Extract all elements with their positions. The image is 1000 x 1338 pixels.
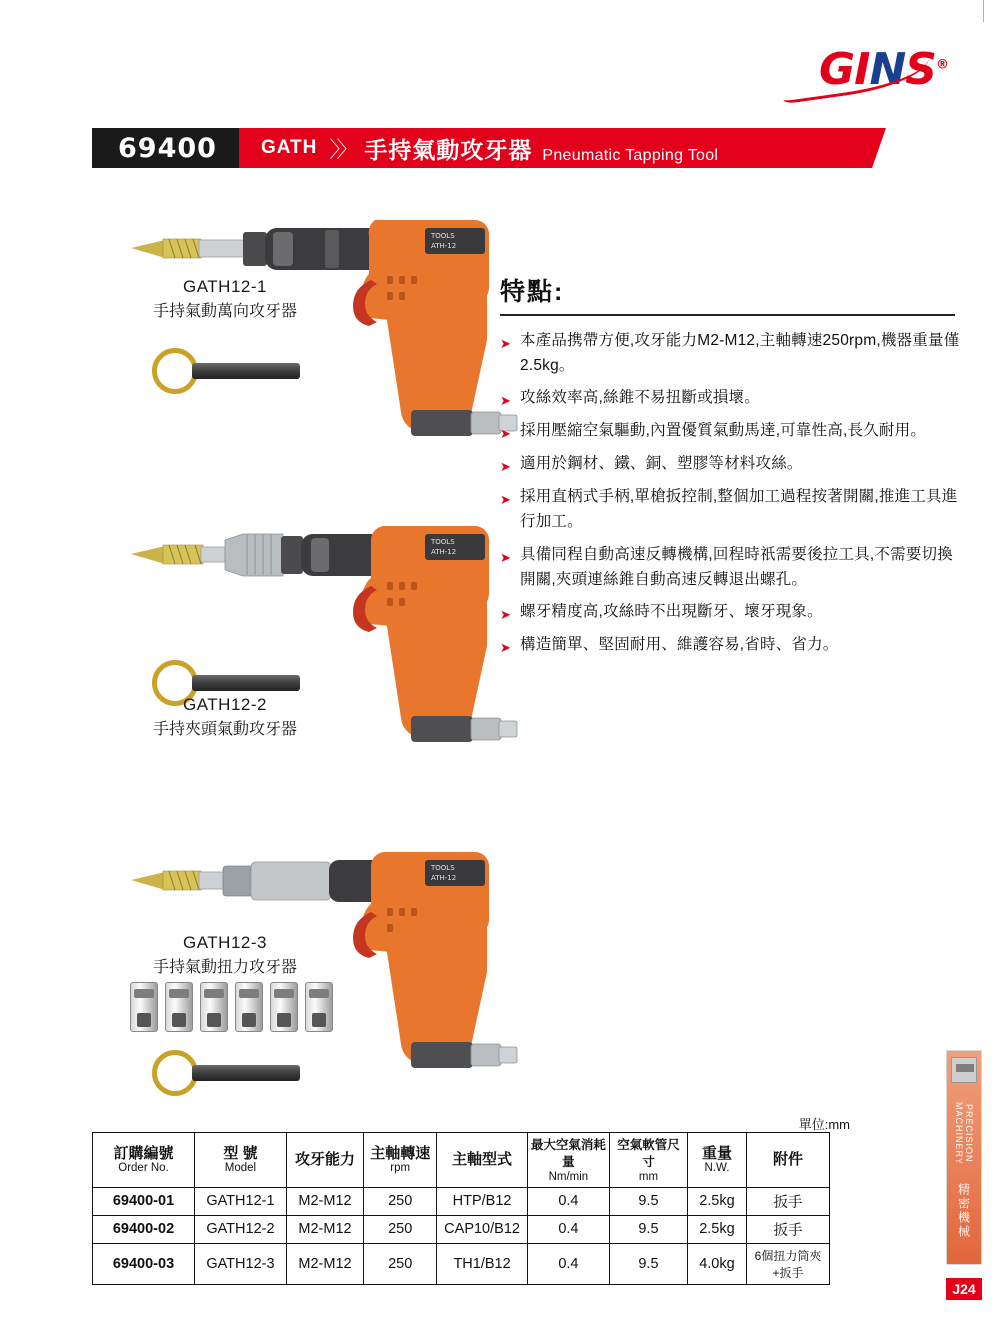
col-capacity [286, 1133, 363, 1188]
product-model-2: GATH12-2 [183, 695, 267, 714]
machinery-icon [951, 1057, 977, 1083]
product-caption-2 [110, 692, 340, 743]
side-tab-text-cn: 精密機械 [956, 1183, 971, 1239]
product-block-2 [70, 502, 540, 802]
bullet-arrow-icon: ➤ [500, 492, 511, 508]
col-spindle [437, 1133, 528, 1188]
bullet-arrow-icon: ➤ [500, 549, 511, 565]
accessory-wrench-1 [192, 363, 300, 379]
accessory-wrench-2 [192, 675, 300, 691]
feature-item [500, 542, 960, 592]
feature-text: 具備同程自動高速反轉機構,回程時祇需要後拉工具,不需要切換開關,夾頭連絲錐自動高速反轉退出螺孔。 [520, 545, 953, 588]
svg-text:ATH-12: ATH-12 [431, 242, 457, 250]
cell-weight: 4.0kg [687, 1243, 746, 1284]
product-title-en: Pneumatic Tapping Tool [542, 147, 719, 164]
feature-text: 構造簡單、堅固耐用、維護容易,省時、省力。 [520, 635, 839, 653]
col-model-en: Model [224, 1161, 257, 1174]
cell-spindle: CAP10/B12 [437, 1215, 528, 1243]
product-code: 69400 [92, 128, 239, 168]
col-model [195, 1133, 287, 1188]
bullet-arrow-icon: ➤ [500, 606, 511, 622]
svg-text:ATH-12: ATH-12 [431, 548, 457, 556]
specification-table [92, 1132, 830, 1285]
svg-text:TOOLS: TOOLS [431, 538, 455, 546]
cell-model: GATH12-1 [195, 1187, 287, 1215]
collet-item [165, 982, 193, 1032]
col-capacity-cn: 攻牙能力 [294, 1151, 355, 1169]
feature-text: 本產品携帶方便,攻牙能力M2-M12,主軸轉速250rpm,機器重量僅2.5kg。 [520, 332, 960, 375]
col-rpm [364, 1133, 437, 1188]
feature-item [500, 328, 960, 378]
col-rpm-en: rpm [390, 1161, 411, 1174]
col-hose-cn: 空氣軟管尺寸 [617, 1138, 680, 1170]
svg-text:TOOLS: TOOLS [431, 864, 455, 872]
collet-item [305, 982, 333, 1032]
brand-logo-s: S [905, 44, 936, 95]
svg-text:TOOLS: TOOLS [431, 232, 455, 240]
col-hose-en: mm [638, 1170, 659, 1183]
cell-air: 0.4 [527, 1243, 609, 1284]
feature-text: 適用於鋼材、鐵、銅、塑膠等材料攻絲。 [520, 455, 803, 473]
features-divider [500, 314, 955, 316]
col-order-no [93, 1133, 195, 1188]
col-model-cn: 型 號 [223, 1144, 258, 1162]
product-series: GATH [260, 137, 318, 158]
cell-air: 0.4 [527, 1187, 609, 1215]
feature-item [500, 418, 960, 444]
cell-order-no: 69400-01 [93, 1187, 195, 1215]
cell-weight: 2.5kg [687, 1215, 746, 1243]
cell-accessory: 扳手 [747, 1187, 830, 1215]
cell-hose: 9.5 [610, 1243, 688, 1284]
table-row [93, 1187, 830, 1215]
unit-note: 單位:mm [798, 1117, 850, 1132]
side-tab-text-en: PRECISION MACHINERY [954, 1101, 974, 1165]
feature-text: 採用直柄式手柄,單槍扳控制,整個加工過程按著開關,推進工具進行加工。 [520, 488, 958, 531]
col-air [527, 1133, 609, 1188]
bullet-arrow-icon: ➤ [500, 459, 511, 475]
accessory-torque-collets [130, 982, 333, 1032]
table-row [93, 1243, 830, 1284]
cell-capacity: M2-M12 [286, 1215, 363, 1243]
cell-spindle: HTP/B12 [437, 1187, 528, 1215]
feature-text: 採用壓縮空氣驅動,內置優質氣動馬達,可靠性高,長久耐用。 [520, 422, 927, 440]
product-block-3 [70, 822, 540, 1122]
cell-order-no: 69400-02 [93, 1215, 195, 1243]
cell-model: GATH12-3 [195, 1243, 287, 1284]
cell-order-no: 69400-03 [93, 1243, 195, 1284]
page-number: J24 [946, 1278, 982, 1300]
cell-spindle: TH1/B12 [437, 1243, 528, 1284]
cell-rpm: 250 [364, 1243, 437, 1284]
brand-logo-text [718, 44, 948, 95]
brand-logo-registered: ® [936, 57, 948, 73]
cell-rpm: 250 [364, 1187, 437, 1215]
feature-item [500, 451, 960, 477]
feature-text: 攻絲效率高,絲錐不易扭斷或損壞。 [520, 389, 761, 407]
col-hose [610, 1133, 688, 1188]
cell-air: 0.4 [527, 1215, 609, 1243]
col-accessory [747, 1133, 830, 1188]
col-air-cn: 最大空氣消耗量 [530, 1138, 606, 1170]
col-weight-cn: 重量 [701, 1144, 732, 1162]
cell-accessory: 6個扭力筒夾+扳手 [747, 1243, 830, 1284]
cell-capacity: M2-M12 [286, 1243, 363, 1284]
bullet-arrow-icon: ➤ [500, 336, 511, 351]
brand-logo-n: N [869, 44, 906, 95]
brand-logo-gi: GI [818, 44, 870, 95]
col-spindle-cn: 主軸型式 [452, 1151, 513, 1169]
cell-rpm: 250 [364, 1215, 437, 1243]
features-title: 特點: [500, 278, 565, 306]
feature-item [500, 385, 960, 411]
table-row [93, 1215, 830, 1243]
product-name-3: 手持氣動扭力攻牙器 [152, 959, 297, 977]
col-weight-en: N.W. [704, 1161, 730, 1174]
bullet-arrow-icon: ➤ [500, 639, 511, 655]
cell-model: GATH12-2 [195, 1215, 287, 1243]
product-caption-3 [110, 930, 340, 981]
tool-image-gath12-2 [125, 512, 535, 792]
product-caption-1 [110, 274, 340, 325]
cell-hose: 9.5 [610, 1187, 688, 1215]
cell-capacity: M2-M12 [286, 1187, 363, 1215]
product-block-1 [70, 196, 540, 496]
feature-item [500, 599, 960, 625]
collet-item [200, 982, 228, 1032]
feature-item [500, 484, 960, 534]
col-air-en: Nm/min [548, 1170, 589, 1183]
col-order-no-cn: 訂購編號 [113, 1144, 174, 1162]
cell-weight: 2.5kg [687, 1187, 746, 1215]
product-name-1: 手持氣動萬向攻牙器 [152, 303, 297, 321]
bullet-arrow-icon: ➤ [500, 393, 511, 409]
col-accessory-cn: 附件 [773, 1151, 804, 1169]
collet-item [130, 982, 158, 1032]
product-model-3: GATH12-3 [183, 933, 267, 952]
feature-item [500, 632, 960, 658]
tool-image-gath12-1 [125, 206, 535, 466]
product-model-1: GATH12-1 [183, 277, 267, 296]
svg-text:ATH-12: ATH-12 [431, 874, 457, 882]
corner-crop-mark [983, 0, 984, 22]
cell-hose: 9.5 [610, 1215, 688, 1243]
product-title-cn: 手持氣動攻牙器 [364, 136, 533, 163]
bullet-arrow-icon: ➤ [500, 426, 511, 442]
product-header-bar [92, 128, 872, 168]
accessory-wrench-3 [192, 1065, 300, 1081]
brand-logo [718, 44, 948, 100]
collet-item [235, 982, 263, 1032]
collet-item [270, 982, 298, 1032]
table-header-row [93, 1133, 830, 1188]
section-side-tab [946, 1050, 982, 1265]
features-panel [500, 272, 960, 665]
cell-accessory: 扳手 [747, 1215, 830, 1243]
chevron-right-icon: 〉〉 [329, 136, 355, 162]
product-name-2: 手持夾頭氣動攻牙器 [152, 721, 297, 739]
col-order-no-en: Order No. [118, 1161, 169, 1174]
col-weight [687, 1133, 746, 1188]
col-rpm-cn: 主軸轉速 [370, 1144, 431, 1162]
feature-text: 螺牙精度高,攻絲時不出現斷牙、壞牙現象。 [520, 602, 823, 620]
